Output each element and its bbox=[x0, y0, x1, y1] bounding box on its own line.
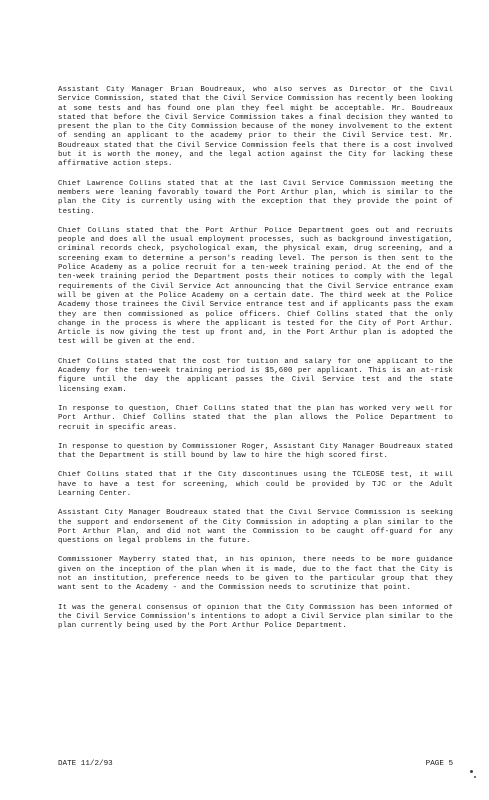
paragraph-2: Chief Lawrence Collins stated that at the last Civil Service Commission meeting the members were leaning favorably toward the Port Arthur plan, which is similar to the plan the City is currently using with the exception that they provide the point of testing. bbox=[58, 179, 453, 216]
footer-page-number: PAGE 5 bbox=[425, 760, 453, 768]
paragraph-4: Chief Collins stated that the cost for tuition and salary for one applicant to the Academy for the ten-week training period is $5,600 per applicant. This is an at-risk figure until the day the applicant passes the Civil Service test and the state licensing exam. bbox=[58, 357, 453, 394]
page-footer bbox=[58, 760, 453, 768]
scan-speck bbox=[470, 770, 473, 773]
paragraph-1: Assistant City Manager Brian Boudreaux, who also serves as Director of the Civil Service Commission, stated that the Civil Service Commission has recently been looking at some tests and has found one plan they feel might be acceptable. Mr. Boudreaux stated that before the Civil Service Commission takes a final decision they wanted to present the plan to the City Commission because of the money involvement to the extent of sending an applicant to the academy prior to their the Civil Service test. Mr. Boudreaux stated that the Civil Service Commission feels that there is a cost involved but it is worth the money, and the legal action against the City for lacking these affirmative action steps. bbox=[58, 86, 453, 169]
paragraph-5: In response to question, Chief Collins stated that the plan has worked very well for Port Arthur. Chief Collins stated that the plan allows the Police Department to recruit in specific areas. bbox=[58, 404, 453, 432]
paragraph-7: Chief Collins stated that if the City discontinues using the TCLEOSE test, it will have to have a test for screening, which could be provided by TJC or the Adult Learning Center. bbox=[58, 471, 453, 498]
scan-speck bbox=[474, 776, 476, 778]
footer-date: DATE 11/2/93 bbox=[58, 760, 113, 768]
paragraph-3: Chief Collins stated that the Port Arthur Police Department goes out and recruits people and does all the usual employment processes, such as background investigation, criminal records check, psychological exam, the physical exam, drug screening, and a screening exam to determine a person's reading level. The person is then sent to the Police Academy as a police recruit for a ten-week training period. At the end of the ten-week training period the Department posts their notices to comply with the legal requirements of the Civil Service Act announcing that the Civil Service entrance exam will be given at the Police Academy on a certain date. The third week at the Police Academy those trainees the Civil Service entrance test and if applicants pass the exam they are then commissioned as police officers. Chief Collins stated that the only change in the process is where the applicant is tested for the City of Port Arthur. Article is now giving the test up front and, in the Port Arthur plan is adopted the test will be given at the end. bbox=[58, 226, 453, 347]
paragraph-8: Assistant City Manager Boudreaux stated that the Civil Service Commission is seeking the support and endorsement of the City Commission in adopting a plan similar to the Port Arthur Plan, and did not want the Commission to be caught off-guard for any questions on legal problems in the future. bbox=[58, 509, 453, 546]
paragraph-9: Commissioner Mayberry stated that, in his opinion, there needs to be more guidance given on the inception of the plan when it is made, due to the fact that the City is not an institution, preference needs to be given to the particular group that they want sent to the Academy - and the Commission needs to scrutinize that point. bbox=[58, 556, 453, 593]
paragraph-10: It was the general consensus of opinion that the City Commission has been informed of the Civil Service Commission's intentions to adopt a Civil Service plan similar to the plan currently being used by the Port Arthur Police Department. bbox=[58, 603, 453, 631]
paragraph-6: In response to question by Commissioner Roger, Assistant City Manager Boudreaux stated that the Department is still bound by law to hire the high scored first. bbox=[58, 442, 453, 461]
